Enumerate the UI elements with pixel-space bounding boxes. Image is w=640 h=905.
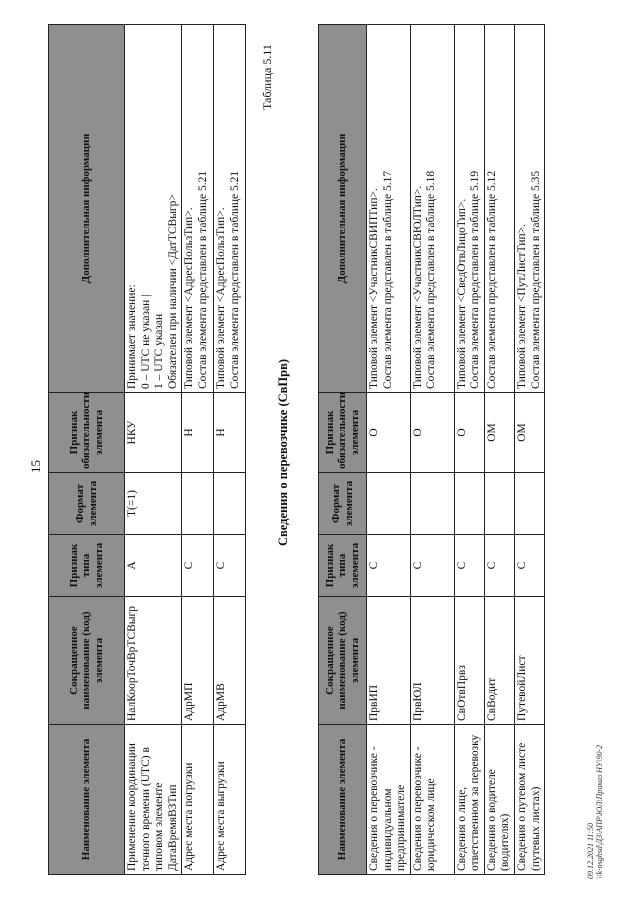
element-name-cell: Сведения о путевом листе (путевых листах) [514,725,544,875]
element-name-cell: Сведения о перевозчике - индивидуальном предпринимателе [367,725,411,875]
element-code-cell: ПутевойЛист [514,597,544,725]
page-number: 15 [28,460,43,473]
element-type-cell: С [367,535,411,597]
element-code-cell: АдрМП [182,597,214,725]
element-required-cell: О [367,393,411,473]
element-info-cell [514,25,544,393]
section-title: Сведения о перевозчике (СвПрв) [276,359,290,546]
element-info-cell [454,25,484,393]
element-type-cell: А [125,535,182,597]
element-format-cell [454,473,484,535]
table-header-row [49,25,125,875]
element-format-cell: Т(=1) [125,473,182,535]
info-line: Типовой элемент <АдресПользТип>. [215,207,228,389]
info-line: Типовой элемент <УчастникСВИПТип>. [368,188,380,389]
element-name-cell: Сведения о лице, ответственном за перевозку [454,725,484,875]
info-line: Типовой элемент <АдресПользТип>. [183,207,196,389]
info-line: Типовой элемент <УчастникСВЮЛТип>. [411,185,424,389]
element-format-cell [484,473,514,535]
elements-table-continued [48,24,246,875]
carrier-elements-table [318,24,545,875]
table-row [367,25,411,875]
header-cell: Дополнительная информация [49,25,125,393]
element-info-cell [367,25,411,393]
table-header-row [319,25,367,875]
info-line: Состав элемента представлен в таблице 5.19 [469,170,482,389]
element-code-cell: ПрвИП [367,597,411,725]
element-required-cell: О [454,393,484,473]
table-row [514,25,544,875]
header-cell: Наименование элемента [319,725,367,875]
info-line: Состав элемента представлен в таблице 5.18 [425,170,438,389]
element-type-cell: С [454,535,484,597]
info-line: Типовой элемент <СведОтвЛицоТип>. [455,198,468,389]
info-line: Принимает значение: [126,284,138,389]
element-format-cell [410,473,454,535]
header-cell: Дополнительная информация [319,25,367,393]
element-name-cell: Применение координации точного времени (UTC) в типовом элементе ДатаВремяВЗТип [125,725,182,875]
element-format-cell [514,473,544,535]
table-row [454,25,484,875]
element-format-cell [214,473,246,535]
element-code-cell: АдрМВ [214,597,246,725]
element-info-cell [410,25,454,393]
element-type-cell: С [182,535,214,597]
table-row [410,25,454,875]
element-required-cell: Н [182,393,214,473]
info-line: Состав элемента представлен в таблице 5.35 [529,170,542,389]
info-line: 1 – UTC указан [153,313,166,389]
header-cell: Признак обязательности элемента [319,393,367,473]
info-line: Обязателен при наличии <ДатТСВыгр> [166,194,179,389]
element-format-cell [367,473,411,535]
element-type-cell: С [514,535,544,597]
print-footer [586,745,604,879]
element-required-cell: Н [214,393,246,473]
header-cell: Признак обязательности элемента [49,393,125,473]
element-required-cell: НКУ [125,393,182,473]
element-code-cell: СвОтвПрвз [454,597,484,725]
element-code-cell: НалКоорТочВрТСВыгр [125,597,182,725]
header-cell: Формат элемента [49,473,125,535]
header-cell: Признак типа элемента [319,535,367,597]
info-line: Состав элемента представлен в таблице 5.21 [228,170,241,389]
element-required-cell: О [410,393,454,473]
header-cell: Сокращенное наименование (код) элемента [319,597,367,725]
element-code-cell: СвВодит [484,597,514,725]
element-type-cell: С [410,535,454,597]
element-name-cell: Адрес места погрузки [182,725,214,875]
table-caption: Таблица 5.11 [260,44,274,110]
element-code-cell: ПрвЮЛ [410,597,454,725]
element-info-cell [484,25,514,393]
element-format-cell [182,473,214,535]
element-type-cell: С [484,535,514,597]
table-row [182,25,214,875]
element-required-cell: ОМ [484,393,514,473]
info-line: Состав элемента представлен в таблице 5.17 [381,170,394,389]
element-name-cell: Сведения о перевозчике - юридическом лице [410,725,454,875]
header-cell: Формат элемента [319,473,367,535]
element-type-cell: С [214,535,246,597]
table-row [484,25,514,875]
header-cell: Наименование элемента [49,725,125,875]
info-line: Состав элемента представлен в таблице 5.12 [485,170,498,389]
header-cell: Признак типа элемента [49,535,125,597]
element-info-cell [125,25,182,393]
header-cell: Сокращенное наименование (код) элемента [49,597,125,725]
element-name-cell: Адрес места выгрузки [214,725,246,875]
file-path: \\k-nsghsd\ДЗ\АПР\ЮЛ\Приказ НУ\90-2 [595,744,605,879]
info-line: Типовой элемент <ПутЛистТип>. [515,224,528,389]
table-row [125,25,182,875]
info-line: Состав элемента представлен в таблице 5.21 [196,170,209,389]
element-required-cell: ОМ [514,393,544,473]
element-info-cell [214,25,246,393]
element-name-cell: Сведения о водителе (водителях) [484,725,514,875]
print-timestamp: 09.12.2021 11:50 [586,822,595,879]
table-row [214,25,246,875]
element-info-cell [182,25,214,393]
info-line: 0 – UTC не указан | [139,294,152,389]
